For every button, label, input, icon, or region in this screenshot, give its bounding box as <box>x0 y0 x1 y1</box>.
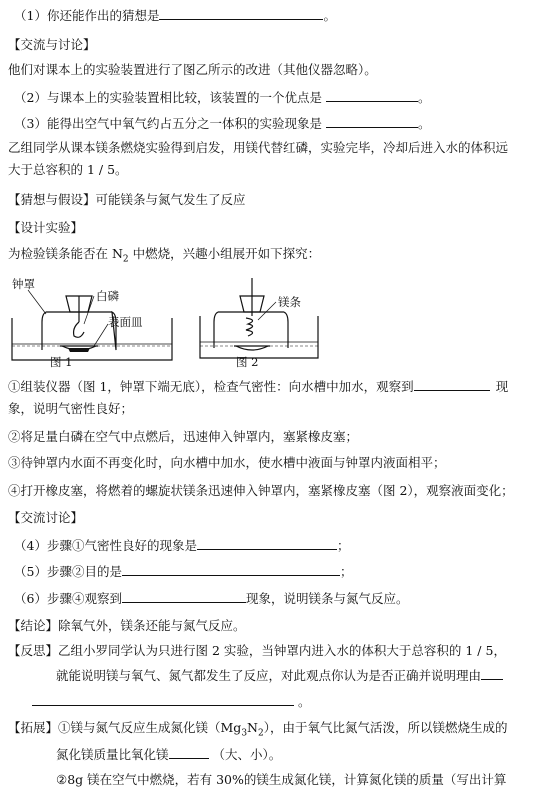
answer-blank-reflection-b[interactable] <box>32 693 294 706</box>
bell-jar <box>214 312 288 348</box>
answer-blank-6[interactable] <box>122 590 246 603</box>
label-white-phosphorus: 白磷 <box>96 289 119 303</box>
discussion-heading: 【交流讨论】 <box>8 510 84 525</box>
label-bell-jar: 钟罩 <box>12 277 35 291</box>
answer-blank-step1[interactable] <box>414 378 490 391</box>
group-b-text-line1: 乙组同学从课本镁条燃烧实验得到启发，用镁代替红磷，实验完毕，冷却后进入水的体积远 <box>8 140 509 155</box>
answer-blank-1[interactable] <box>159 7 323 20</box>
question-1: （1）你还能作出的猜想是 。 <box>14 8 336 23</box>
conclusion-text: 【结论】除氧气外，镁条还能与氮气反应。 <box>8 618 246 633</box>
figure-1-caption: 图 1 <box>50 355 73 369</box>
improvement-text: 他们对课本上的实验装置进行了图乙所示的改进（其他仪器忽略）。 <box>8 62 377 77</box>
figure-2-caption: 图 2 <box>236 355 259 369</box>
design-heading: 【设计实验】 <box>8 220 84 235</box>
answer-blank-4[interactable] <box>197 537 337 550</box>
answer-blank-5[interactable] <box>122 563 340 576</box>
water-trough <box>12 318 172 360</box>
reflection-line2: 就能说明镁与氧气、氮气都发生了反应，对此观点你认为是否正确并说明理由 <box>56 667 503 684</box>
answer-blank-2[interactable] <box>326 89 418 102</box>
label-watch-glass: 表面皿 <box>108 315 143 329</box>
reflection-line3: 。 <box>32 693 311 710</box>
step-4: ④打开橡皮塞，将燃着的螺旋状镁条迅速伸入钟罩内，塞紧橡皮塞（图 2），观察液面变化； <box>8 483 514 498</box>
step-1-continued: 象，说明气密性良好； <box>8 401 134 416</box>
extension-line2: 氮化镁质量比氧化镁 （大、小）。 <box>56 747 282 762</box>
figure-2-apparatus <box>196 272 326 368</box>
step-2: ②将足量白磷在空气中点燃后，迅速伸入钟罩内，塞紧橡皮塞； <box>8 429 359 444</box>
verify-intro: 为检验镁条能否在 $N_2$ 中燃烧，兴趣小组展开如下探究： <box>8 246 321 265</box>
step-3: ③待钟罩内水面不再变化时，向水槽中加水，使水槽中液面与钟罩内液面相平； <box>8 455 446 470</box>
question-3: （3）能得出空气中氧气约占五分之一体积的实验现象是 。 <box>14 116 431 131</box>
answer-blank-extension[interactable] <box>169 746 209 759</box>
extension-line1: 【拓展】①镁与氮气反应生成氮化镁$(Mg_3N_2)$，由于氧气比氮气活泼，所以镁燃烧生成的 <box>8 720 508 739</box>
label-magnesium-ribbon: 镁条 <box>278 295 301 309</box>
step-1: ①组装仪器（图 1，钟罩下端无底），检查气密性：向水槽中加水，观察到 现 <box>8 379 509 394</box>
magnesium-ribbon-coil <box>246 318 253 336</box>
water-trough <box>200 316 318 358</box>
answer-blank-reflection-a[interactable] <box>481 667 503 680</box>
section-exchange-heading: 【交流与讨论】 <box>8 37 96 52</box>
question-6: （6）步骤④观察到 现象，说明镁条与氮气反应。 <box>14 591 409 606</box>
extension-line3: ②8g 镁在空气中燃烧，若有 30%的镁生成氮化镁，计算氮化镁的质量（写出计算 <box>56 772 507 787</box>
question-5: （5）步骤②目的是 ； <box>14 564 353 579</box>
reflection-line1: 【反思】乙组小罗同学认为只进行图 2 实验，当钟罩内进入水的体积大于总容积的 1 / 5， <box>8 643 506 658</box>
question-4: （4）步骤①气密性良好的现象是 ； <box>14 538 350 553</box>
answer-blank-3[interactable] <box>326 115 418 128</box>
group-b-text-line2: 大于总容积的 1 / 5。 <box>8 162 128 177</box>
question-2: （2）与课本上的实验装置相比较，该装置的一个优点是 。 <box>14 90 431 105</box>
hypothesis-text: 【猜想与假设】可能镁条与氮气发生了反应 <box>8 192 246 207</box>
